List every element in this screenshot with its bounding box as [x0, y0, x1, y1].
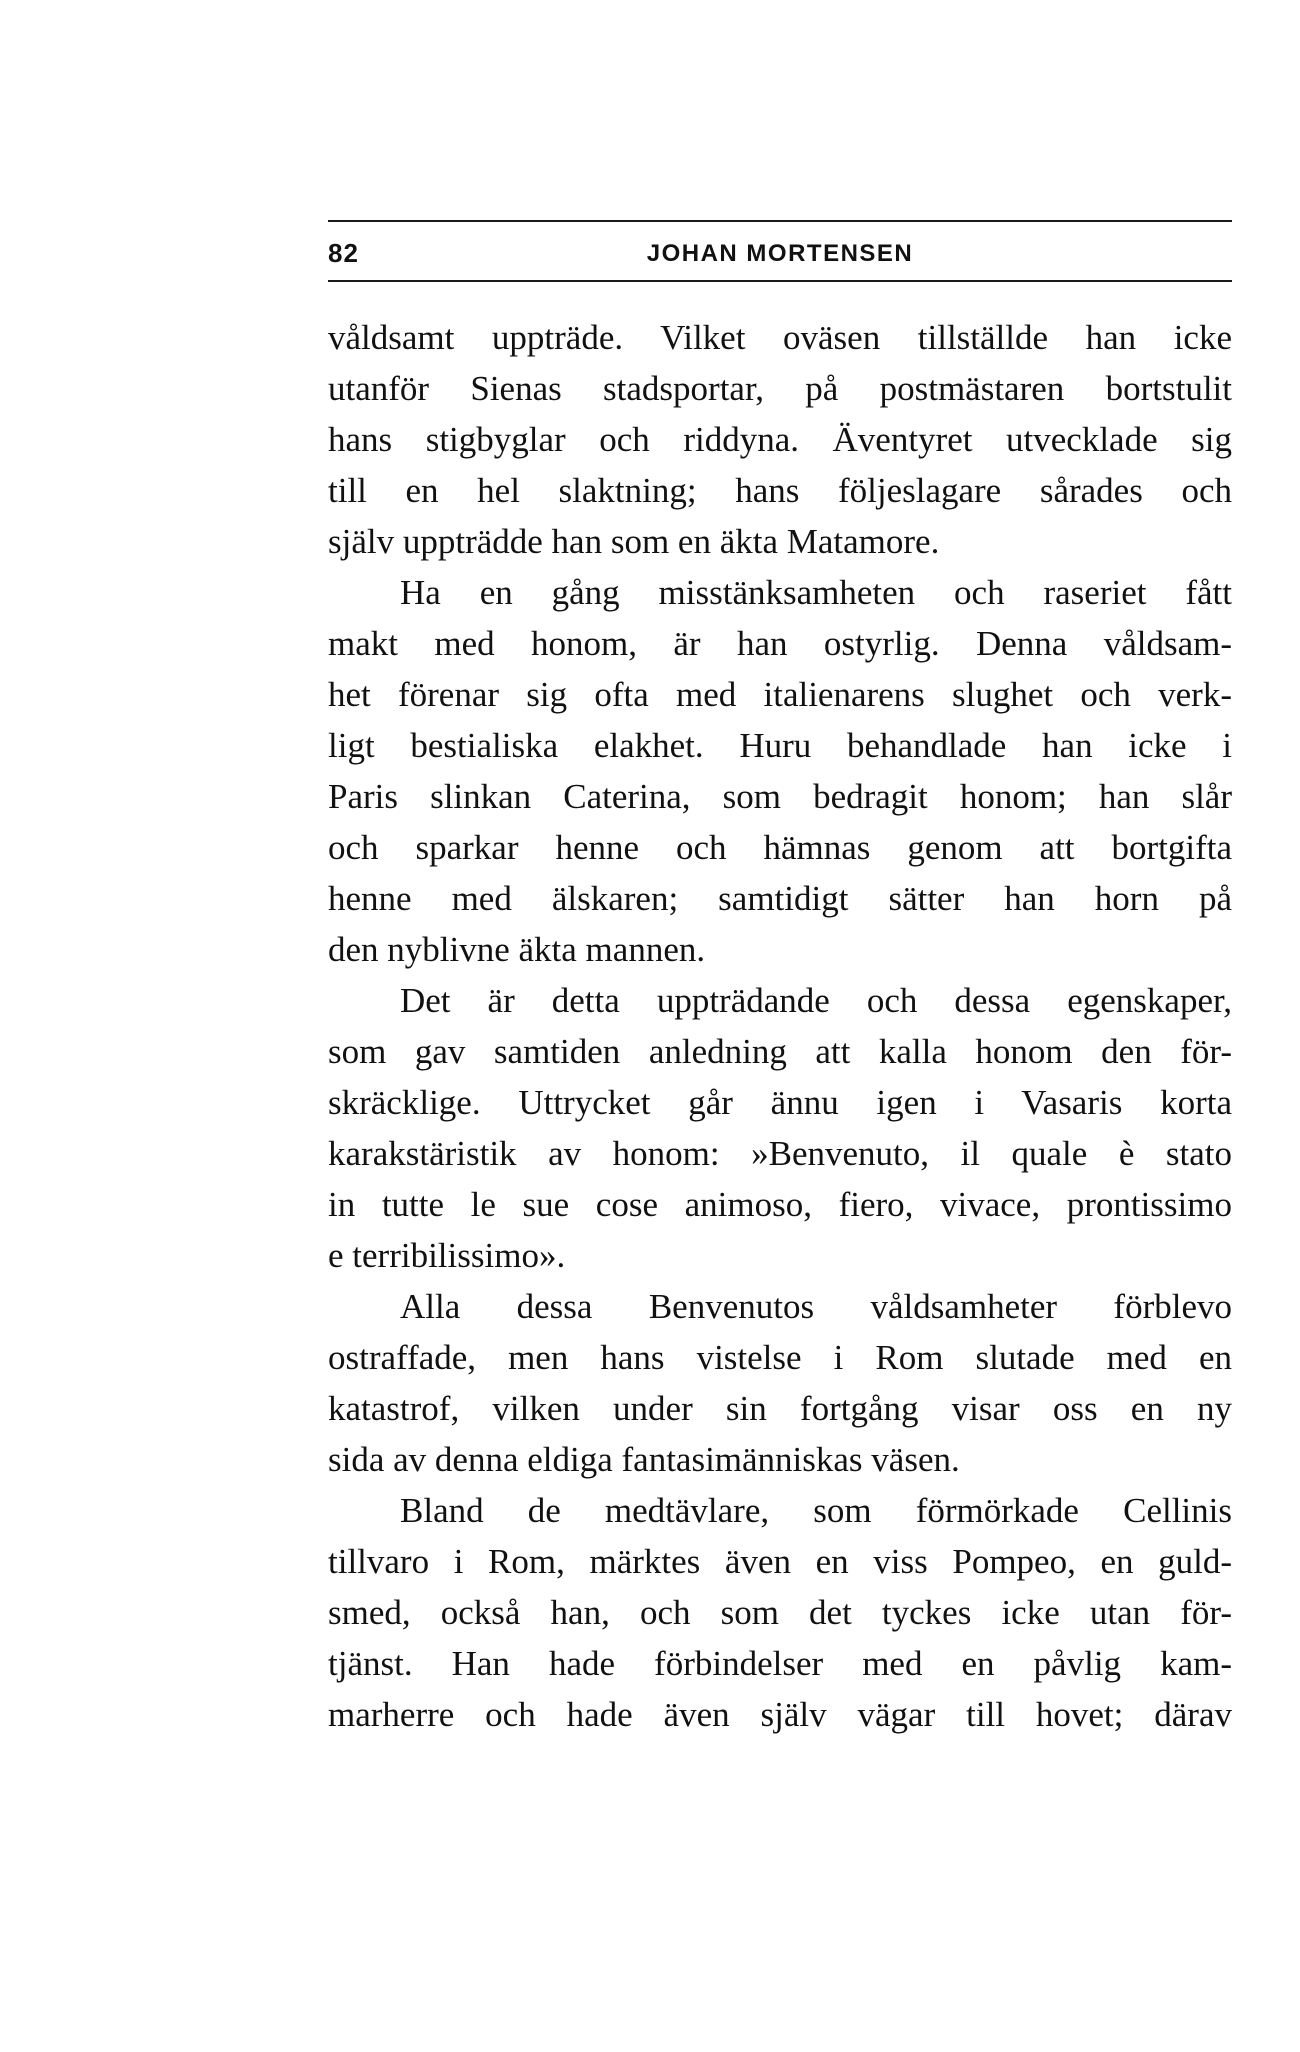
text-line: Alla dessa Benvenutos våldsamheter förblevo	[400, 1287, 1232, 1326]
text-line: själv uppträdde han som en äkta Matamore.	[328, 522, 940, 561]
text-line: makt med honom, är han ostyrlig. Denna våldsam-	[328, 624, 1232, 663]
text-line: Det är detta uppträdande och dessa egenskaper,	[400, 981, 1232, 1020]
paragraph-3	[328, 975, 1232, 1281]
text-line: till en hel slaktning; hans följeslagare sårades och	[328, 471, 1232, 510]
text-line: karakstäristik av honom: »Benvenuto, il quale è stato	[328, 1134, 1232, 1173]
text-line: och sparkar henne och hämnas genom att bortgifta	[328, 828, 1232, 867]
text-line: ostraffade, men hans vistelse i Rom slutade med en	[328, 1338, 1232, 1377]
text-line: våldsamt uppträde. Vilket oväsen tillställde han icke	[328, 318, 1232, 357]
text-line: tillvaro i Rom, märktes även en viss Pompeo, en guld-	[328, 1542, 1232, 1581]
header-top-rule	[328, 220, 1232, 222]
text-line: Paris slinkan Caterina, som bedragit honom; han slår	[328, 777, 1232, 816]
body-text	[328, 312, 1232, 1740]
text-line: marherre och hade även själv vägar till hovet; därav	[328, 1695, 1232, 1734]
text-line: katastrof, vilken under sin fortgång visar oss en ny	[328, 1389, 1232, 1428]
text-line: Ha en gång misstänksamheten och raseriet fått	[400, 573, 1232, 612]
text-line: den nyblivne äkta mannen.	[328, 930, 706, 969]
text-line: som gav samtiden anledning att kalla honom den för-	[328, 1032, 1232, 1071]
text-line: e terribilissimo».	[328, 1236, 566, 1275]
page-number: 82	[328, 238, 359, 268]
text-line: in tutte le sue cose animoso, fiero, vivace, prontissimo	[328, 1185, 1232, 1224]
text-line: hans stigbyglar och riddyna. Äventyret utvecklade sig	[328, 420, 1232, 459]
page-header	[328, 234, 1232, 274]
text-line: skräcklige. Uttrycket går ännu igen i Vasaris korta	[328, 1083, 1232, 1122]
text-line: ligt bestialiska elakhet. Huru behandlade han icke i	[328, 726, 1232, 765]
paragraph-2	[328, 567, 1232, 975]
running-head: JOHAN MORTENSEN	[646, 240, 914, 267]
paragraph-1	[328, 312, 1232, 567]
paragraph-5	[328, 1485, 1232, 1740]
text-line: henne med älskaren; samtidigt sätter han horn på	[328, 879, 1232, 918]
text-line: Bland de medtävlare, som förmörkade Cellinis	[400, 1491, 1232, 1530]
header-bottom-rule	[328, 280, 1232, 282]
paragraph-4	[328, 1281, 1232, 1485]
text-line: het förenar sig ofta med italienarens slughet och verk-	[328, 675, 1232, 714]
text-line: utanför Sienas stadsportar, på postmästaren bortstulit	[328, 369, 1232, 408]
text-line: smed, också han, och som det tyckes icke utan för-	[328, 1593, 1232, 1632]
text-line: sida av denna eldiga fantasimänniskas väsen.	[328, 1440, 960, 1479]
text-line: tjänst. Han hade förbindelser med en påvlig kam-	[328, 1644, 1232, 1683]
